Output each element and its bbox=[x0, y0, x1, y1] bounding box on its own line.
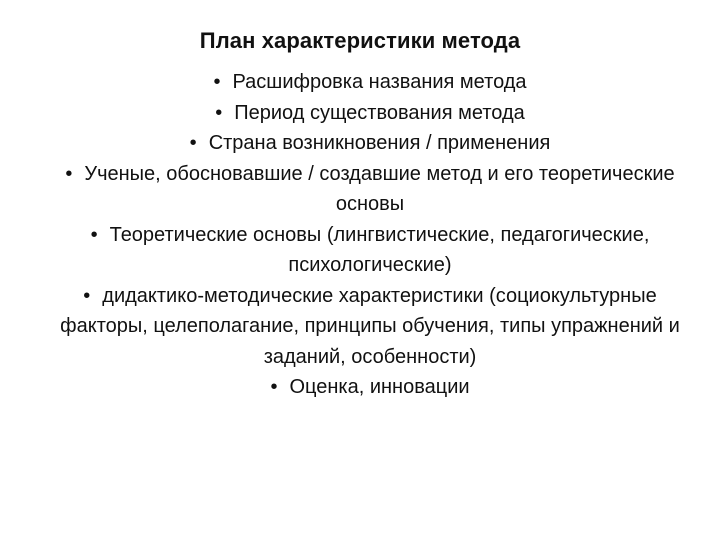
list-item-text: Ученые, обосновавшие / создавшие метод и его теоретические основы bbox=[84, 162, 675, 215]
list-item-text: Расшифровка названия метода bbox=[232, 71, 527, 93]
bullet-icon: • bbox=[213, 71, 221, 93]
list-item bbox=[60, 220, 680, 281]
list-item-text: Период существования метода bbox=[234, 101, 525, 124]
slide-title: План характеристики метода bbox=[199, 28, 521, 53]
list-item bbox=[60, 98, 680, 129]
bullet-icon: • bbox=[270, 376, 278, 398]
list-item-text: Оценка, инновации bbox=[289, 376, 470, 398]
list-item-text: Страна возникновения / применения bbox=[208, 132, 551, 154]
list-item bbox=[60, 372, 680, 403]
bullet-icon: • bbox=[215, 101, 223, 124]
bullet-icon: • bbox=[83, 284, 91, 307]
list-item bbox=[60, 281, 680, 373]
list-item-text: Теоретические основы (лингвистические, педагогические, психологические) bbox=[109, 223, 650, 276]
bullet-icon: • bbox=[189, 132, 197, 154]
bullet-icon: • bbox=[90, 223, 98, 246]
list-item-text: дидактико-методические характеристики (социокультурные факторы, целеполагание, принципы обучения, типы упражнений и заданий, особенности) bbox=[60, 284, 680, 368]
list-item bbox=[60, 159, 680, 220]
list-item bbox=[60, 67, 680, 98]
bullet-icon: • bbox=[65, 162, 73, 185]
list-item bbox=[60, 128, 680, 159]
bullet-list bbox=[60, 67, 680, 403]
